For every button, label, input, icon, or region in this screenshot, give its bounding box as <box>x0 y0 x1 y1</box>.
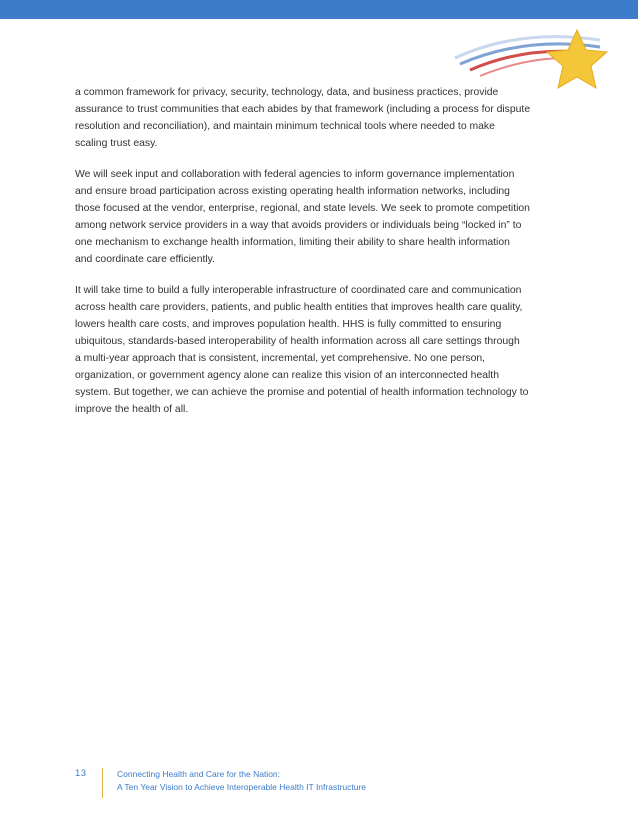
page-number: 13 <box>75 768 87 779</box>
footer-title-line-1: Connecting Health and Care for the Nation: <box>117 769 281 779</box>
paragraph-3: It will take time to build a fully interoperable infrastructure of coordinated care and communication across health care providers, patients, and public health entities that improves health care quality, lowers health care costs, and improves population health. HHS is fully committed to ensuring ubiquitous, standards-based interoperability of health information across all care settings through a multi-year approach that is consistent, incremental, yet comprehensive. No one person, organization, or government agency alone can realize this vision of an interconnected health system. But together, we can achieve the promise and potential of health information technology to improve the health of all. <box>75 285 529 415</box>
footer-title-line-2: A Ten Year Vision to Achieve Interoperable Health IT Infrastructure <box>117 782 367 792</box>
footer-title <box>117 768 366 794</box>
paragraph-1: a common framework for privacy, security, technology, data, and business practices, provide assurance to trust communities that each abides by that framework (including a process for dispute resolution and reconciliation), and maintain minimum technical tools where needed to make scaling trust easy. <box>75 87 531 149</box>
paragraph-2: We will seek input and collaboration with federal agencies to inform governance implementation and ensure broad participation across existing operating health information networks, including those focused at the vendor, enterprise, regional, and state levels. We seek to promote competition among network service providers in a way that avoids providers or individuals being “locked in” to one mechanism to exchange health information, limiting their ability to share health information and coordinate care efficiently. <box>75 169 530 265</box>
body-text <box>75 84 575 432</box>
page-footer <box>75 768 555 800</box>
footer-divider <box>102 768 103 798</box>
